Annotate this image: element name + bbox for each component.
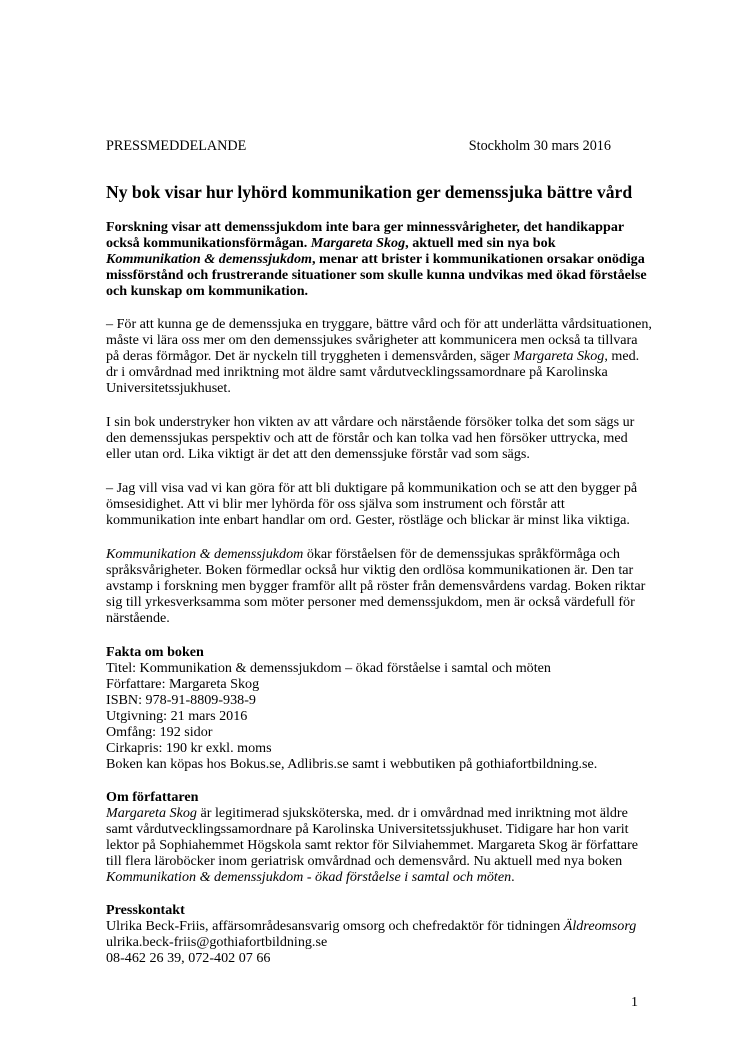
page-title: Ny bok visar hur lyhörd kommunikation ger demenssjuka bättre vård — [106, 182, 633, 202]
text-line: missförstånd och frustrerande situationer som skulle kunna undvikas med ökad förståelse — [106, 267, 647, 283]
text-line: samt vårdutvecklingssamordnare på Karolinska Universitetssjukhuset. Tidigare har hon varit — [106, 821, 629, 837]
press-contact-section — [106, 902, 646, 966]
paragraph-quote-1 — [106, 316, 652, 396]
text-line: sig till yrkesverksamma som möter personer med demenssjukdom, men är också värdefull för — [106, 594, 635, 610]
text-line: dr i omvårdnad med inriktning mot äldre samt vårdutvecklingssamordnare på Karolinska — [106, 364, 608, 380]
fact-line: Titel: Kommunikation & demenssjukdom – ökad förståelse i samtal och möten — [106, 660, 551, 676]
author-section — [106, 789, 646, 885]
fact-line: Boken kan köpas hos Bokus.se, Adlibris.se samt i webbutiken på gothiafortbildning.se. — [106, 756, 598, 772]
text-line: Margareta Skog är legitimerad sjuksköterska, med. dr i omvårdnad med inriktning mot äldre — [106, 805, 628, 821]
press-release-label: PRESSMEDDELANDE — [106, 138, 247, 154]
text-line: avstamp i forskning men bygger framför allt på röster från demensvårdens vardag. Boken riktar — [106, 578, 646, 594]
contact-email: ulrika.beck-friis@gothiafortbildning.se — [106, 934, 328, 950]
fact-line: Författare: Margareta Skog — [106, 676, 260, 692]
place-date: Stockholm 30 mars 2016 — [468, 138, 611, 154]
fact-line: ISBN: 978-91-8809-938-9 — [106, 692, 256, 708]
document-body — [106, 219, 652, 983]
text-line: på deras förmågor. Det är nyckeln till tryggheten i demensvården, säger Margareta Skog, med. — [106, 348, 640, 364]
page-number: 1 — [631, 995, 638, 1010]
text-line: språksvårigheter. Boken förmedlar också hur viktig den ordlösa kommunikationen är. Den tar — [106, 562, 634, 578]
text-line: Kommunikation & demenssjukdom, menar att brister i kommunikationen orsakar onödiga — [106, 251, 645, 267]
fact-line: Omfång: 192 sidor — [106, 724, 213, 740]
text-line: lektor på Sophiahemmet Högskola samt rektor för Silviahemmet. Margareta Skog är författare — [106, 837, 639, 853]
text-line: Ulrika Beck-Friis, affärsområdesansvarig omsorg och chefredaktör för tidningen Äldreomsorg — [106, 918, 637, 934]
text-line: och kunskap om kommunikation. — [106, 283, 309, 299]
book-facts-section — [106, 644, 646, 772]
text-line: I sin bok understryker hon vikten av att vårdare och närstående försöker tolka det som sägs ur — [106, 414, 635, 430]
section-heading: Fakta om boken — [106, 644, 204, 660]
text-line: ömsesidighet. Att vi blir mer lyhörda för oss själva som instrument och förstår att — [106, 496, 565, 512]
text-line: kommunikation inte enbart handlar om ord. Gester, röstläge och blickar är minst lika viktiga. — [106, 512, 630, 528]
paragraph-quote-2 — [106, 480, 646, 528]
fact-line: Cirkapris: 190 kr exkl. moms — [106, 740, 272, 756]
lead-paragraph — [106, 219, 646, 299]
text-line: Kommunikation & demenssjukdom - ökad förståelse i samtal och möten. — [106, 869, 515, 885]
text-line: Kommunikation & demenssjukdom ökar förståelsen för de demenssjukas språkförmåga och — [106, 546, 620, 562]
section-heading: Om författaren — [106, 789, 199, 805]
text-line: Forskning visar att demenssjukdom inte bara ger minnessvårigheter, det handikappar — [106, 219, 625, 235]
text-line: närstående. — [106, 610, 170, 626]
paragraph-2 — [106, 414, 646, 462]
text-line: – Jag vill visa vad vi kan göra för att bli duktigare på kommunikation och se att den bygger på — [106, 480, 638, 496]
text-line: till flera läroböcker inom geriatrisk omvårdnad och demensvård. Nu aktuell med nya boken — [106, 853, 623, 869]
text-line: också kommunikationsförmågan. Margareta Skog, aktuell med sin nya bok — [106, 235, 556, 251]
fact-line: Utgivning: 21 mars 2016 — [106, 708, 248, 724]
text-line: måste vi lära oss mer om den demenssjukes svårigheter att kommunicera men också ta tillvara — [106, 332, 638, 348]
contact-phones: 08-462 26 39, 072-402 07 66 — [106, 950, 271, 966]
text-line: eller utan ord. Lika viktigt är det att den demenssjuke förstår vad som sägs. — [106, 446, 530, 462]
text-line: Universitetssjukhuset. — [106, 380, 231, 396]
text-line: den demenssjukas perspektiv och att de förstår och kan tolka vad hen försöker uttrycka, med — [106, 430, 628, 446]
text-line: – För att kunna ge de demenssjuka en tryggare, bättre vård och för att underlätta vårdsituationen, — [106, 316, 652, 332]
paragraph-4 — [106, 546, 646, 626]
section-heading: Presskontakt — [106, 902, 185, 918]
